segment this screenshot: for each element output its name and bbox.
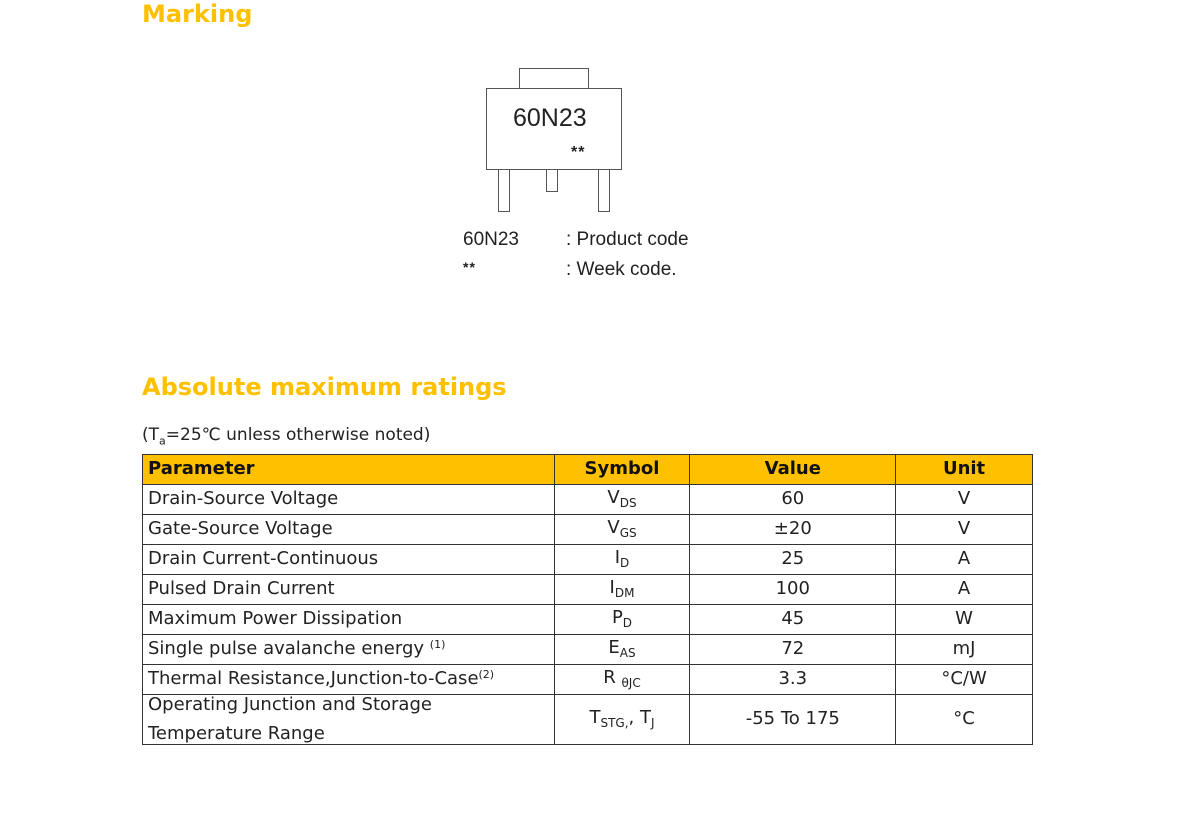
package-pin-2 xyxy=(546,170,558,192)
symbol-base: V xyxy=(607,517,620,539)
param-text: Thermal Resistance,Junction-to-Case xyxy=(148,668,479,690)
symbol-sub: DM xyxy=(614,586,635,601)
symbol-separator: , T xyxy=(628,707,651,729)
symbol-base: E xyxy=(608,637,620,659)
package-product-code: 60N23 xyxy=(513,104,587,132)
ratings-table xyxy=(142,454,1033,745)
condition-sub: a xyxy=(159,434,166,448)
unit-cell: °C xyxy=(896,695,1033,745)
unit-cell: V xyxy=(896,515,1033,545)
value-cell: 45 xyxy=(690,605,896,635)
table-row xyxy=(143,575,1033,605)
symbol-cell xyxy=(554,485,690,515)
symbol-base: P xyxy=(611,607,623,629)
test-condition xyxy=(142,425,430,447)
package-pin-3 xyxy=(598,170,610,212)
unit-cell: A xyxy=(896,545,1033,575)
symbol-cell xyxy=(554,545,690,575)
symbol-cell xyxy=(554,635,690,665)
table-row xyxy=(143,545,1033,575)
symbol-sub: D xyxy=(620,556,630,571)
value-cell: 60 xyxy=(690,485,896,515)
symbol-cell xyxy=(554,515,690,545)
symbol-base: V xyxy=(607,487,620,509)
param-text: Single pulse avalanche energy xyxy=(148,638,425,660)
param-line-1: Operating Junction and Storage xyxy=(148,694,432,715)
value-cell: 25 xyxy=(690,545,896,575)
footnote-ref: (1) xyxy=(429,638,446,652)
symbol-sub: D xyxy=(622,616,633,631)
ratings-title: Absolute maximum ratings xyxy=(142,373,507,401)
legend-code-product: 60N23 xyxy=(463,229,519,250)
table-row xyxy=(143,515,1033,545)
legend-desc-week: : Week code. xyxy=(566,259,677,280)
legend-code-week: ** xyxy=(463,259,476,275)
legend-desc-product: : Product code xyxy=(566,229,689,250)
symbol-cell xyxy=(554,605,690,635)
symbol-base: R xyxy=(603,667,622,689)
header-symbol: Symbol xyxy=(554,455,690,485)
symbol-cell xyxy=(554,665,690,695)
param-cell: Gate-Source Voltage xyxy=(143,515,555,545)
table-row xyxy=(143,695,1033,745)
symbol-base: T xyxy=(589,707,601,729)
symbol-sub: θJC xyxy=(621,676,641,691)
marking-title: Marking xyxy=(142,0,253,28)
header-parameter: Parameter xyxy=(143,455,555,485)
param-cell xyxy=(143,695,555,745)
condition-prefix: (T xyxy=(142,425,160,445)
value-cell: -55 To 175 xyxy=(690,695,896,745)
package-tab xyxy=(519,68,589,89)
header-value: Value xyxy=(690,455,896,485)
header-unit: Unit xyxy=(896,455,1033,485)
symbol-sub-2: J xyxy=(650,716,655,731)
condition-suffix: =25℃ unless otherwise noted) xyxy=(165,425,431,445)
param-cell: Maximum Power Dissipation xyxy=(143,605,555,635)
value-cell: 3.3 xyxy=(690,665,896,695)
symbol-cell xyxy=(554,575,690,605)
unit-cell: W xyxy=(896,605,1033,635)
unit-cell: V xyxy=(896,485,1033,515)
table-header-row xyxy=(143,455,1033,485)
param-cell: Drain-Source Voltage xyxy=(143,485,555,515)
package-pin-1 xyxy=(498,170,510,212)
symbol-base: I xyxy=(614,547,621,569)
table-row xyxy=(143,605,1033,635)
value-cell: ±20 xyxy=(690,515,896,545)
param-cell xyxy=(143,635,555,665)
value-cell: 100 xyxy=(690,575,896,605)
symbol-sub: STG, xyxy=(600,716,629,731)
param-cell: Pulsed Drain Current xyxy=(143,575,555,605)
package-week-code: ** xyxy=(571,144,586,161)
unit-cell: mJ xyxy=(896,635,1033,665)
param-line-2: Temperature Range xyxy=(148,722,325,744)
unit-cell: A xyxy=(896,575,1033,605)
footnote-ref: (2) xyxy=(478,668,495,682)
unit-cell: °C/W xyxy=(896,665,1033,695)
symbol-sub: AS xyxy=(619,646,636,661)
value-cell: 72 xyxy=(690,635,896,665)
param-cell xyxy=(143,665,555,695)
symbol-cell xyxy=(554,695,690,745)
symbol-sub: DS xyxy=(619,496,637,511)
symbol-sub: GS xyxy=(619,526,637,541)
table-row xyxy=(143,635,1033,665)
table-row xyxy=(143,485,1033,515)
symbol-base: I xyxy=(609,577,615,599)
table-row xyxy=(143,665,1033,695)
param-cell: Drain Current-Continuous xyxy=(143,545,555,575)
